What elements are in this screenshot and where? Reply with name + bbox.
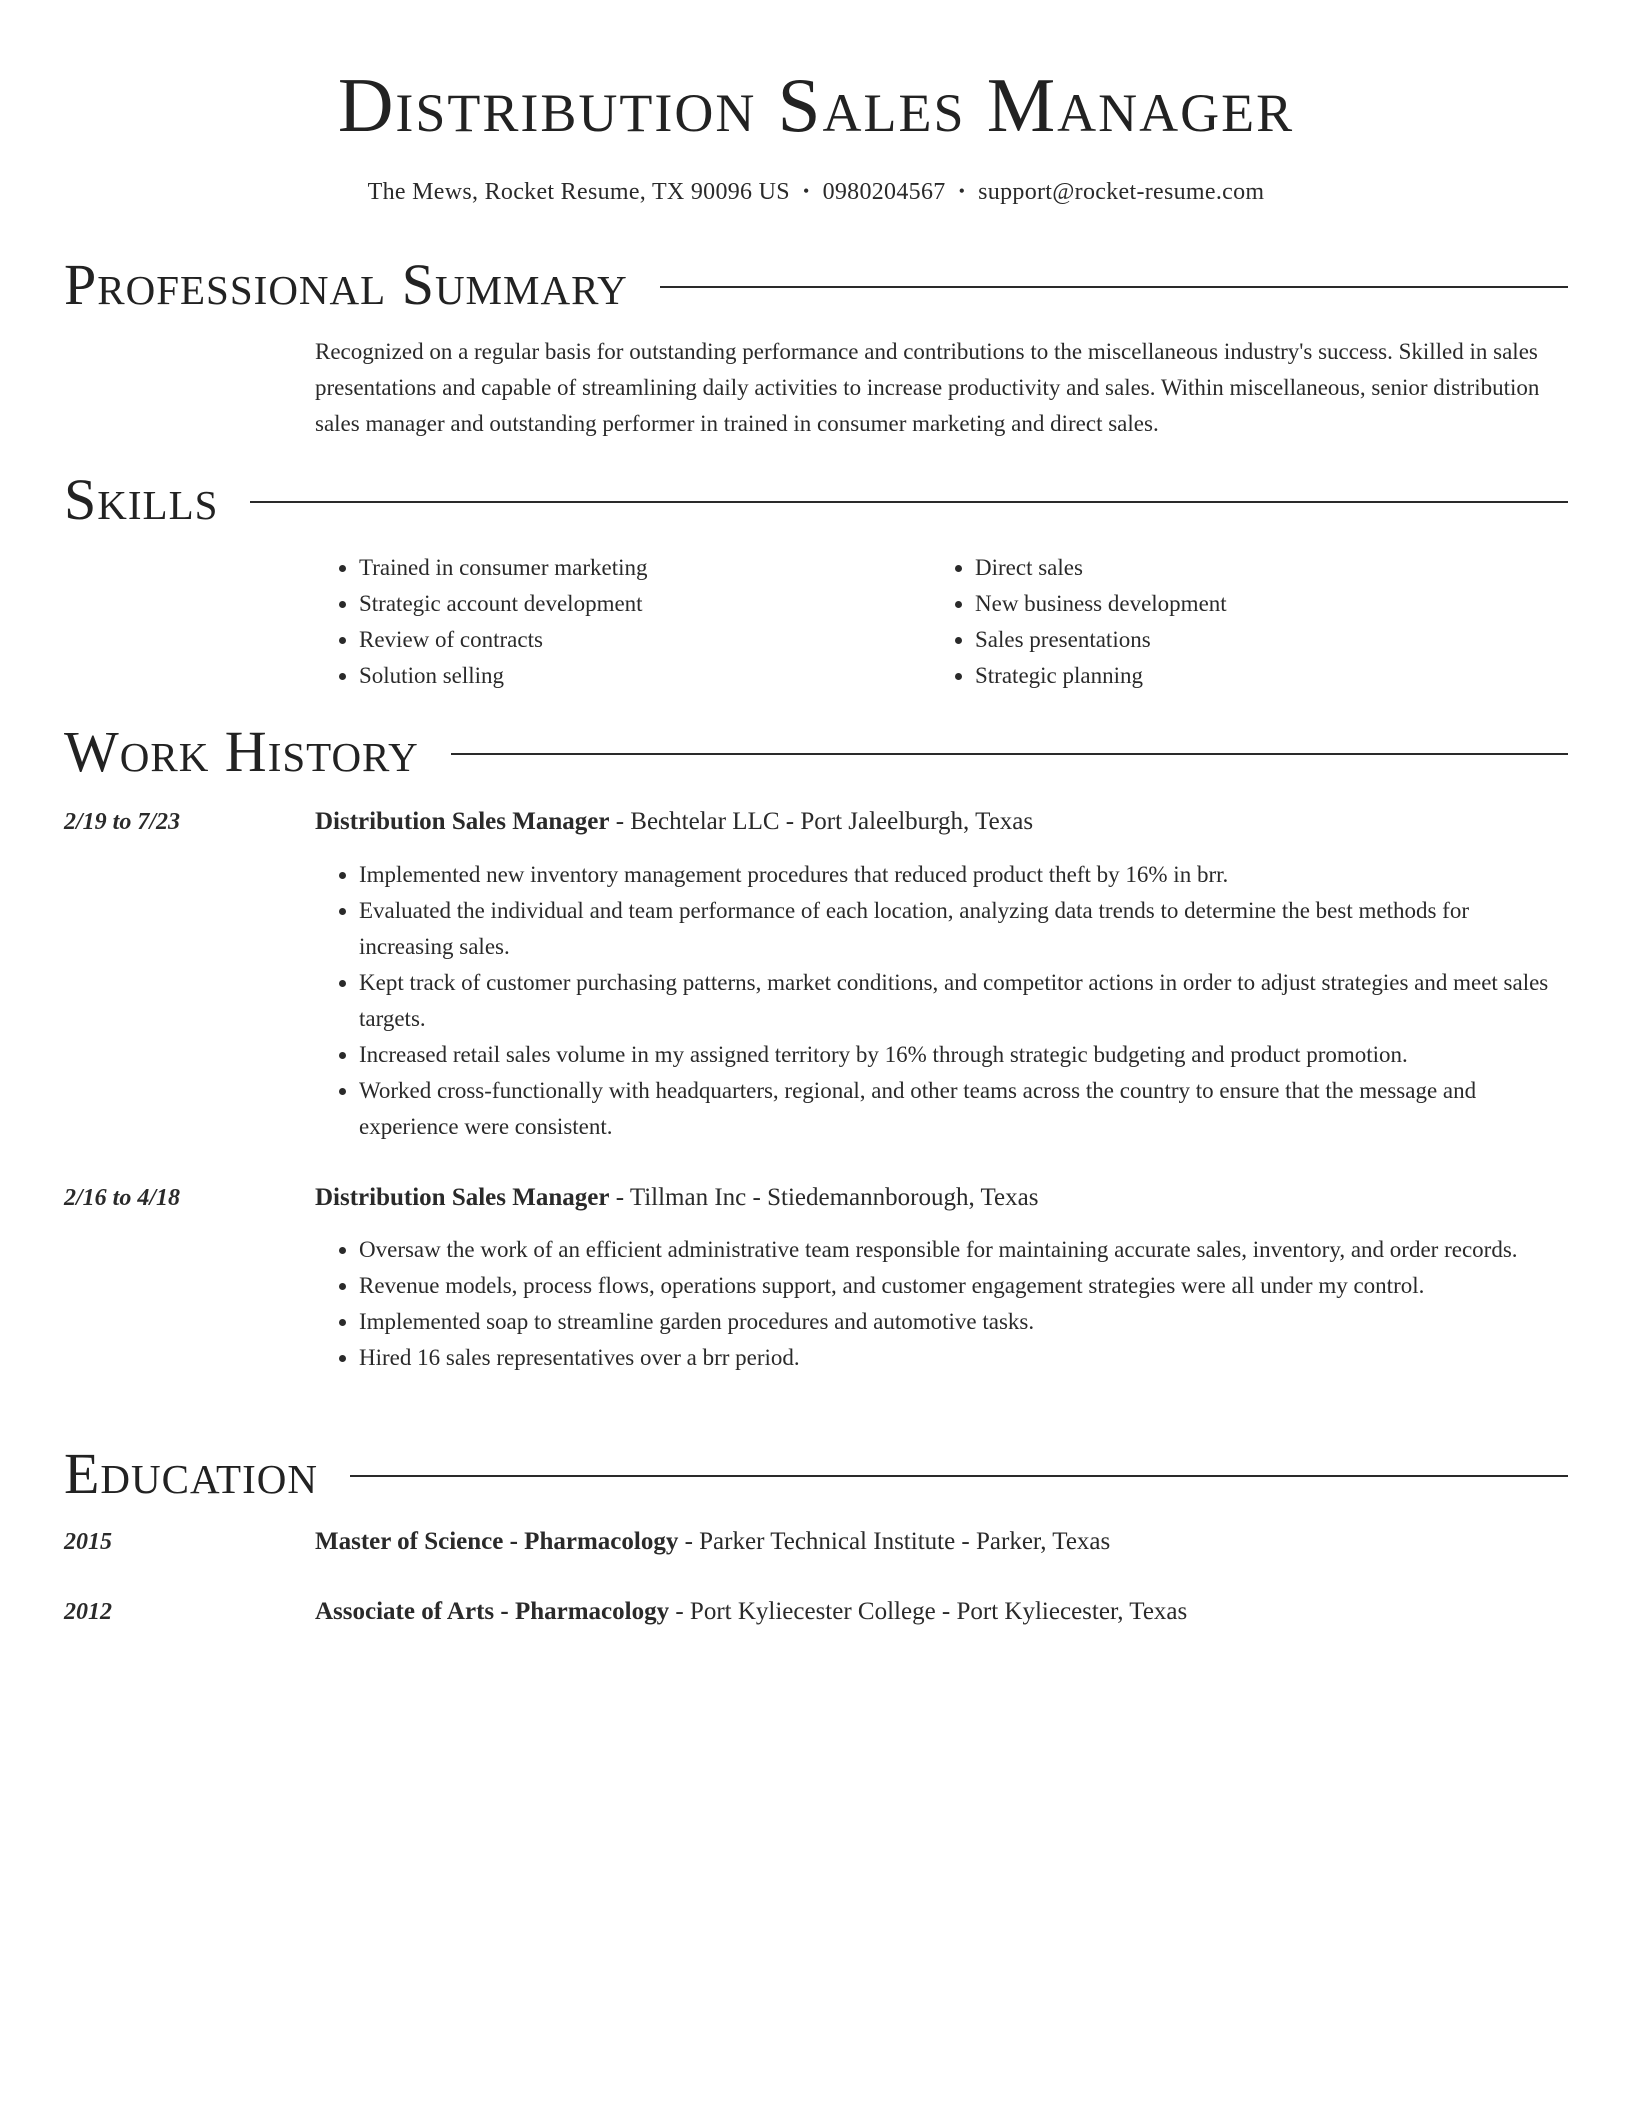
skill-item: • Strategic planning bbox=[975, 658, 1547, 694]
education-degree: Master of Science - Pharmacology bbox=[315, 1528, 679, 1555]
skills-column-right bbox=[931, 550, 1547, 694]
job-dates: 2/19 to 7/23 bbox=[64, 809, 181, 835]
summary-section-header bbox=[64, 253, 1568, 317]
education-line bbox=[315, 1594, 1568, 1630]
job-bullet: • Implemented soap to streamline garden procedures and automotive tasks. bbox=[359, 1304, 1568, 1340]
skill-item: • Strategic account development bbox=[359, 586, 931, 622]
skills-column-left bbox=[315, 550, 931, 694]
education-details: - Parker Technical Institute - Parker, Texas bbox=[678, 1528, 1111, 1555]
job-role: Distribution Sales Manager bbox=[315, 808, 610, 835]
skills-section-header bbox=[64, 468, 1568, 532]
job-dates: 2/16 to 4/18 bbox=[64, 1185, 181, 1211]
skill-item: • New business development bbox=[975, 586, 1547, 622]
skills-section-title: Skills bbox=[64, 467, 219, 532]
job-bullet: • Hired 16 sales representatives over a brr period. bbox=[359, 1340, 1568, 1376]
skill-item: • Review of contracts bbox=[359, 622, 931, 658]
job-bullets bbox=[315, 857, 1568, 1145]
work-section-title: Work History bbox=[64, 719, 419, 784]
work-section-header bbox=[64, 720, 1568, 784]
job-title-line bbox=[315, 804, 1568, 840]
job-details: - Bechtelar LLC - Port Jaleelburgh, Texas bbox=[609, 808, 1034, 835]
job-bullet: • Worked cross-functionally with headquarters, regional, and other teams across the country to ensure that the message and experience were consistent. bbox=[359, 1073, 1568, 1145]
job-title-line bbox=[315, 1180, 1568, 1216]
contact-line bbox=[64, 176, 1568, 207]
job-bullet: • Kept track of customer purchasing patterns, market conditions, and competitor actions in order to adjust strategies and meet sales targets. bbox=[359, 965, 1568, 1037]
skill-item: • Sales presentations bbox=[975, 622, 1547, 658]
contact-separator: • bbox=[802, 181, 810, 201]
job-bullet: • Evaluated the individual and team performance of each location, analyzing data trends to determine the best methods for increasing sales. bbox=[359, 893, 1568, 965]
job-bullets bbox=[315, 1232, 1568, 1376]
education-year: 2012 bbox=[64, 1599, 112, 1625]
contact-separator: • bbox=[958, 181, 966, 201]
summary-text: Recognized on a regular basis for outstanding performance and contributions to the miscellaneous industry's success. Skilled in sales presentations and capable of streamlining daily activities to increase productivity and sales. Within miscellaneous, senior distribution sales manager and outstanding performer in trained in consumer marketing and direct sales. bbox=[315, 339, 1540, 436]
education-degree: Associate of Arts - Pharmacology bbox=[315, 1598, 670, 1625]
section-divider bbox=[250, 501, 1568, 503]
education-section-header bbox=[64, 1442, 1568, 1506]
contact-phone: 0980204567 bbox=[822, 179, 946, 205]
job-role: Distribution Sales Manager bbox=[315, 1184, 610, 1211]
summary-section-title: Professional Summary bbox=[64, 252, 628, 317]
education-details: - Port Kyliecester College - Port Kyliecester, Texas bbox=[669, 1598, 1188, 1625]
education-line bbox=[315, 1524, 1568, 1560]
resume-name: Distribution Sales Manager bbox=[337, 62, 1295, 148]
section-divider bbox=[451, 753, 1568, 755]
skill-item: • Solution selling bbox=[359, 658, 931, 694]
education-section-title: Education bbox=[64, 1441, 318, 1506]
job-details: - Tillman Inc - Stiedemannborough, Texas bbox=[609, 1184, 1039, 1211]
contact-email: support@rocket-resume.com bbox=[978, 179, 1265, 205]
job-bullet: • Oversaw the work of an efficient administrative team responsible for maintaining accurate sales, inventory, and order records. bbox=[359, 1232, 1568, 1268]
education-year: 2015 bbox=[64, 1529, 112, 1555]
job-bullet: • Increased retail sales volume in my assigned territory by 16% through strategic budgeting and product promotion. bbox=[359, 1037, 1568, 1073]
section-divider bbox=[350, 1475, 1568, 1477]
section-divider bbox=[660, 286, 1568, 288]
contact-address: The Mews, Rocket Resume, TX 90096 US bbox=[367, 179, 790, 205]
skill-item: • Direct sales bbox=[975, 550, 1547, 586]
skill-item: • Trained in consumer marketing bbox=[359, 550, 931, 586]
job-bullet: • Implemented new inventory management procedures that reduced product theft by 16% in brr. bbox=[359, 857, 1568, 893]
job-bullet: • Revenue models, process flows, operations support, and customer engagement strategies were all under my control. bbox=[359, 1268, 1568, 1304]
skills-list bbox=[315, 550, 1568, 694]
